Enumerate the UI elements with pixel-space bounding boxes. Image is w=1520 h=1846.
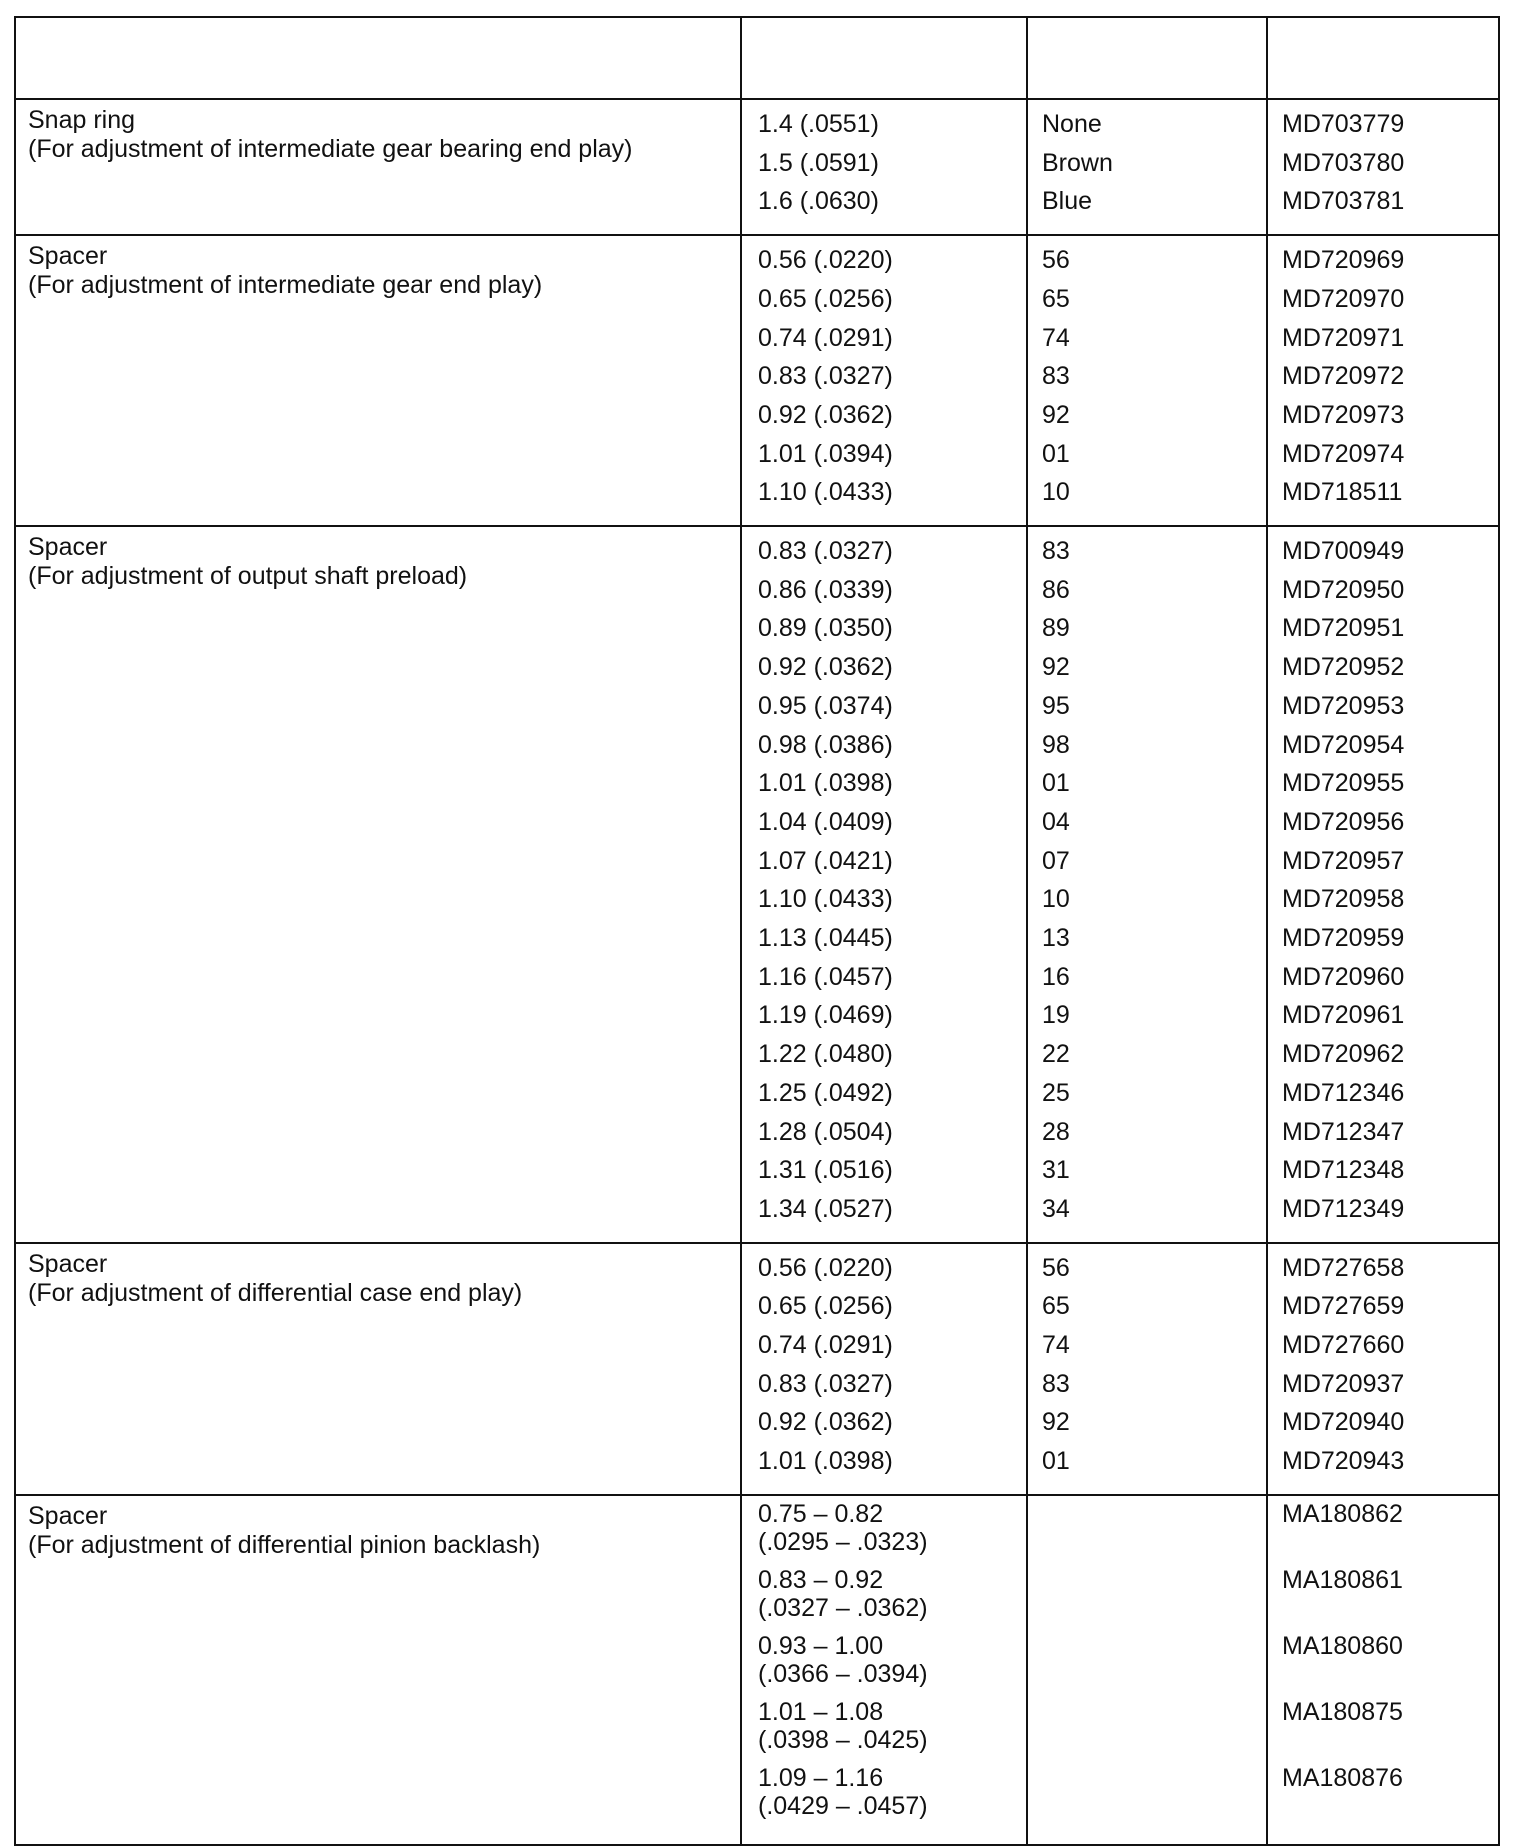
row-divider <box>14 234 1500 236</box>
part-number: MD720972 <box>1282 362 1405 391</box>
thickness-mm: 0.93 – 1.00 <box>758 1631 884 1660</box>
table-left-border <box>14 16 16 1846</box>
thickness: 0.83 (.0327) <box>758 1369 893 1398</box>
identification-symbol: None <box>1042 110 1102 138</box>
identification-symbol: 74 <box>1042 323 1070 352</box>
identification-symbol: 92 <box>1042 400 1070 429</box>
part-name: Spacer <box>28 1501 108 1530</box>
thickness: 0.89 (.0350) <box>758 614 893 643</box>
identification-symbol: Blue <box>1042 187 1093 216</box>
part-number: MD720969 <box>1282 246 1405 275</box>
part-number: MD700949 <box>1282 537 1405 565</box>
column-divider <box>740 16 742 1846</box>
thickness: 1.01 (.0394) <box>758 439 893 468</box>
part-number: MD703780 <box>1282 148 1405 177</box>
part-number: MD720961 <box>1282 1001 1405 1030</box>
identification-symbol: 13 <box>1042 924 1070 952</box>
identification-symbol: 74 <box>1042 1331 1070 1359</box>
thickness: 0.56 (.0220) <box>758 1253 893 1282</box>
thickness: 0.86 (.0339) <box>758 575 893 604</box>
part-number: MD720971 <box>1282 323 1405 352</box>
thickness-in: (.0429 – .0457) <box>758 1791 928 1820</box>
thickness-range <box>758 1764 928 1820</box>
part-number: MD720956 <box>1282 807 1405 836</box>
part-number: MD720943 <box>1282 1447 1405 1476</box>
part-purpose: (For adjustment of differential pinion backlash) <box>28 1530 541 1559</box>
row-divider <box>14 525 1500 527</box>
identification-symbol: 98 <box>1042 730 1070 759</box>
part-number: MD718511 <box>1282 478 1403 507</box>
identification-symbol: 28 <box>1042 1117 1070 1146</box>
thickness-mm: 1.01 – 1.08 <box>758 1697 884 1726</box>
thickness: 1.4 (.0551) <box>758 110 879 138</box>
thickness: 1.25 (.0492) <box>758 1078 893 1107</box>
part-number: MA180876 <box>1282 1763 1403 1792</box>
part-number: MD720940 <box>1282 1408 1405 1437</box>
part-number: MD720959 <box>1282 924 1405 952</box>
thickness: 1.10 (.0433) <box>758 885 893 914</box>
identification-symbol: 65 <box>1042 1292 1070 1321</box>
part-number: MD720962 <box>1282 1040 1405 1069</box>
group-part-name <box>28 242 714 300</box>
column-divider <box>1026 16 1028 1846</box>
part-number: MD712347 <box>1282 1117 1405 1146</box>
thickness-range <box>758 1632 928 1688</box>
thickness-in: (.0366 – .0394) <box>758 1659 928 1688</box>
identification-symbol: 10 <box>1042 885 1070 914</box>
thickness: 1.5 (.0591) <box>758 148 879 177</box>
thickness: 0.83 (.0327) <box>758 362 893 391</box>
thickness-mm: 0.83 – 0.92 <box>758 1565 884 1594</box>
thickness: 0.74 (.0291) <box>758 323 893 352</box>
part-purpose: (For adjustment of intermediate gear bearing end play) <box>28 135 633 163</box>
group-part-name <box>28 1250 714 1308</box>
thickness: 0.92 (.0362) <box>758 653 893 682</box>
identification-symbol: 07 <box>1042 846 1070 875</box>
thickness: 1.01 (.0398) <box>758 1447 893 1476</box>
row-divider <box>14 1242 1500 1244</box>
identification-symbol: 92 <box>1042 653 1070 682</box>
identification-symbol: 34 <box>1042 1194 1070 1223</box>
thickness: 0.65 (.0256) <box>758 1292 893 1321</box>
identification-symbol: 01 <box>1042 769 1070 798</box>
thickness: 1.07 (.0421) <box>758 846 893 875</box>
part-number: MA180875 <box>1282 1697 1403 1726</box>
thickness-in: (.0398 – .0425) <box>758 1725 928 1754</box>
part-number: MD720970 <box>1282 284 1405 313</box>
thickness: 0.74 (.0291) <box>758 1331 893 1359</box>
thickness: 1.6 (.0630) <box>758 187 879 216</box>
part-number: MD720954 <box>1282 730 1405 759</box>
group-part-name <box>28 1502 714 1560</box>
thickness: 0.92 (.0362) <box>758 1408 893 1437</box>
group-part-name <box>28 106 714 164</box>
part-number: MD712348 <box>1282 1156 1405 1185</box>
part-number: MD703781 <box>1282 187 1405 216</box>
row-divider <box>14 98 1500 100</box>
identification-symbol: 83 <box>1042 1369 1070 1398</box>
thickness: 1.19 (.0469) <box>758 1001 893 1030</box>
identification-symbol: 16 <box>1042 962 1070 991</box>
part-number: MD720960 <box>1282 962 1405 991</box>
identification-symbol: 56 <box>1042 1253 1070 1282</box>
identification-symbol: 04 <box>1042 807 1070 836</box>
part-number: MD720953 <box>1282 691 1405 720</box>
part-number: MD720952 <box>1282 653 1405 682</box>
thickness: 1.10 (.0433) <box>758 478 893 507</box>
thickness: 1.28 (.0504) <box>758 1117 893 1146</box>
thickness: 1.34 (.0527) <box>758 1194 893 1223</box>
column-divider <box>1498 16 1500 1846</box>
row-divider <box>14 1494 1500 1496</box>
part-number: MD720958 <box>1282 885 1405 914</box>
thickness-mm: 0.75 – 0.82 <box>758 1499 884 1528</box>
identification-symbol: 89 <box>1042 614 1070 643</box>
identification-symbol: 65 <box>1042 284 1070 313</box>
identification-symbol: 83 <box>1042 362 1070 391</box>
part-name: Spacer <box>28 242 108 271</box>
identification-symbol: 01 <box>1042 1447 1070 1476</box>
thickness: 1.16 (.0457) <box>758 962 893 991</box>
identification-symbol: Brown <box>1042 148 1113 177</box>
thickness: 1.22 (.0480) <box>758 1040 893 1069</box>
part-number: MA180860 <box>1282 1631 1403 1660</box>
part-number: MD720950 <box>1282 575 1405 604</box>
identification-symbol: 19 <box>1042 1001 1070 1030</box>
table-top-border <box>14 16 1500 18</box>
thickness-in: (.0295 – .0323) <box>758 1527 928 1556</box>
part-number: MD727660 <box>1282 1331 1405 1359</box>
identification-symbol: 83 <box>1042 537 1070 565</box>
identification-symbol: 86 <box>1042 575 1070 604</box>
part-number: MD712349 <box>1282 1194 1405 1223</box>
part-purpose: (For adjustment of intermediate gear end play) <box>28 271 543 300</box>
part-number: MD720974 <box>1282 439 1405 468</box>
identification-symbol: 01 <box>1042 439 1070 468</box>
identification-symbol: 95 <box>1042 691 1070 720</box>
thickness: 1.13 (.0445) <box>758 924 893 952</box>
thickness: 0.92 (.0362) <box>758 400 893 429</box>
part-number: MD720951 <box>1282 614 1405 643</box>
part-number: MD720957 <box>1282 846 1405 875</box>
thickness-range <box>758 1500 928 1556</box>
part-name: Spacer <box>28 1249 108 1278</box>
thickness: 1.01 (.0398) <box>758 769 893 798</box>
thickness-range <box>758 1698 928 1754</box>
part-number: MD720937 <box>1282 1369 1405 1398</box>
part-number: MA180862 <box>1282 1499 1403 1528</box>
thickness: 0.98 (.0386) <box>758 730 893 759</box>
thickness: 0.83 (.0327) <box>758 537 893 565</box>
part-name: Spacer <box>28 533 108 561</box>
identification-symbol: 10 <box>1042 478 1070 507</box>
thickness: 0.56 (.0220) <box>758 246 893 275</box>
part-number: MD712346 <box>1282 1078 1405 1107</box>
part-purpose: (For adjustment of output shaft preload) <box>28 562 468 590</box>
identification-symbol: 22 <box>1042 1040 1070 1069</box>
part-purpose: (For adjustment of differential case end play) <box>28 1278 523 1307</box>
identification-symbol: 31 <box>1042 1156 1070 1185</box>
part-number: MD720955 <box>1282 769 1405 798</box>
row-divider <box>14 1844 1500 1846</box>
identification-symbol: 92 <box>1042 1408 1070 1437</box>
thickness: 1.04 (.0409) <box>758 807 893 836</box>
thickness: 0.65 (.0256) <box>758 284 893 313</box>
part-number: MD720973 <box>1282 400 1405 429</box>
part-number: MD703779 <box>1282 110 1405 138</box>
identification-symbol: 56 <box>1042 246 1070 275</box>
part-number: MD727659 <box>1282 1292 1405 1321</box>
thickness-mm: 1.09 – 1.16 <box>758 1763 884 1792</box>
group-part-name <box>28 533 714 591</box>
thickness-in: (.0327 – .0362) <box>758 1593 928 1622</box>
part-number: MA180861 <box>1282 1565 1403 1594</box>
thickness: 0.95 (.0374) <box>758 691 893 720</box>
part-number: MD727658 <box>1282 1253 1405 1282</box>
thickness: 1.31 (.0516) <box>758 1156 893 1185</box>
parts-table <box>14 16 1500 1824</box>
identification-symbol: 25 <box>1042 1078 1070 1107</box>
part-name: Snap ring <box>28 106 136 134</box>
thickness-range <box>758 1566 928 1622</box>
column-divider <box>1266 16 1268 1846</box>
